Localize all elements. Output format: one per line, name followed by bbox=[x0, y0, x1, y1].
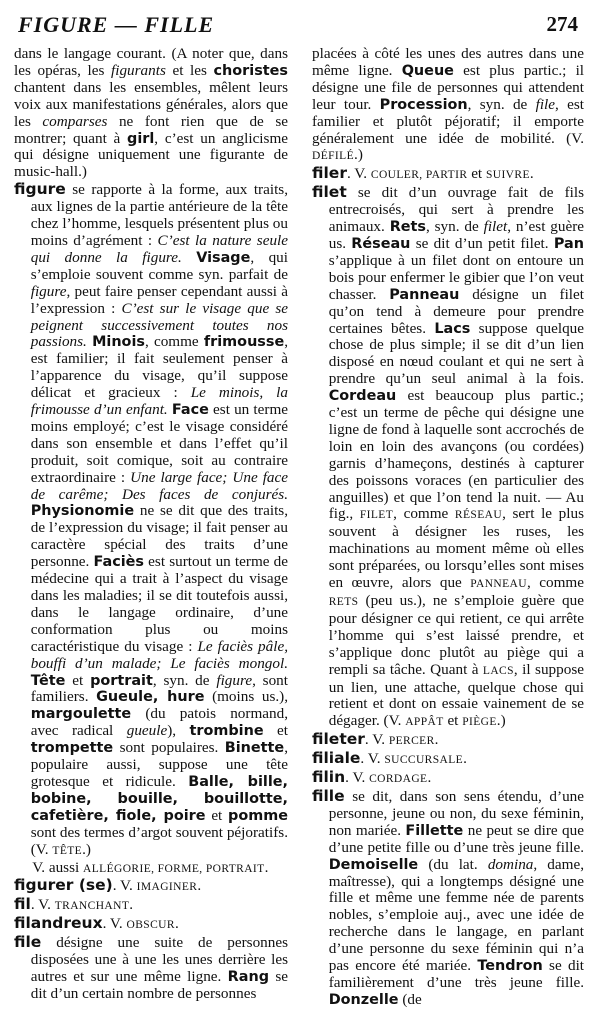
text-run: sont des termes d’argot souvent péjoratifs. (V. bbox=[30, 823, 288, 858]
bold-term: Balle, bille, bobine, bouille, bouillotte, cafetière, fiole, poire bbox=[30, 773, 289, 824]
text-run: placées à côté les unes des autres dans une même ligne. bbox=[312, 45, 584, 79]
text-run: (du lat. bbox=[418, 855, 488, 873]
bold-term: Binette bbox=[224, 740, 285, 757]
bold-term: girl bbox=[127, 130, 155, 147]
text-run: , sert le plus souvent à désigner les ruses, les machinations au moment même où elles sont préparées, ou lorsqu’elles sont mises en œuvre, alors que bbox=[328, 505, 584, 592]
entry-figure-see-also bbox=[14, 860, 288, 878]
bold-term: trompette bbox=[30, 740, 114, 757]
text-run: et les bbox=[165, 61, 214, 79]
italic-text: figurants bbox=[111, 61, 166, 79]
cross-reference: APPÂT bbox=[405, 716, 444, 729]
italic-text: Une large face; Une face de carême; Des faces de conjurés. bbox=[30, 468, 288, 503]
headword: file bbox=[14, 933, 42, 952]
headword: fileter bbox=[312, 730, 365, 749]
right-column bbox=[312, 46, 584, 1009]
italic-text: C’est la nature seule qui donne la figure. bbox=[30, 231, 288, 266]
text-run: ne peut se dire que d’une petite fille ou d’une très jeune fille. bbox=[328, 821, 584, 856]
bold-term: Face bbox=[171, 402, 209, 419]
entry-filiale bbox=[312, 750, 584, 769]
text-run: . V. bbox=[364, 731, 389, 749]
headword: filandreux bbox=[14, 914, 103, 933]
entry-filet bbox=[312, 184, 584, 731]
entry-figure bbox=[14, 181, 288, 859]
bold-term: Demoiselle bbox=[328, 856, 419, 873]
text-run: . V. bbox=[345, 769, 370, 787]
italic-text: Le minois, la frimousse d’un enfant. bbox=[30, 384, 289, 419]
bold-term: Lacs bbox=[434, 320, 471, 337]
bold-term: choristes bbox=[213, 62, 288, 79]
bold-term: Minois bbox=[92, 334, 145, 351]
text-run: . bbox=[264, 858, 269, 876]
bold-term: Fillette bbox=[405, 822, 464, 839]
text-run: .) bbox=[354, 146, 363, 164]
text-run: , syn. de bbox=[425, 218, 484, 236]
bold-term: Cordeau bbox=[328, 388, 397, 405]
entry-fille bbox=[312, 788, 584, 1009]
text-run: (de bbox=[398, 990, 422, 1008]
text-run: , syn. de bbox=[152, 671, 217, 689]
text-run: . bbox=[174, 915, 179, 933]
headword: fil bbox=[14, 895, 31, 914]
text-run: . bbox=[197, 877, 202, 895]
cross-reference: PIÈGE bbox=[462, 716, 497, 729]
text-run: , populaire aussi, suppose une tête grotesque et ridicule. bbox=[30, 739, 288, 790]
bold-term: Rang bbox=[227, 968, 270, 985]
italic-text: filet bbox=[483, 218, 508, 236]
text-run: (peu us.), ne s’emploie guère que pour désigner ce qui retient, ce qui arrête l’homme qui s’est laissé prendre, et s’applique donc plutôt au piège qui a rempli sa tâche. Quant à bbox=[328, 592, 584, 678]
text-run: est beaucoup plus partic.; c’est un terme de pêche qui désigne une ligne de fond à laquelle sont accrochés de loin en loin des avançons (ou cordées) garnis d’hameçons, destinés à capturer des poissons voraces (en particulier des anguilles) et que l’on tend la nuit. — Au fig., bbox=[328, 387, 584, 523]
italic-text: comparses bbox=[42, 112, 108, 130]
italic-text: figure bbox=[30, 282, 67, 300]
italic-text: gueule bbox=[126, 722, 168, 740]
text-run: et bbox=[443, 712, 463, 730]
entry-fil bbox=[14, 896, 288, 915]
text-run: , est familier; il fait seulement penser à l’apparence du visage, qu’il suppose délicat et gracieux : bbox=[30, 333, 288, 402]
entry-fileter bbox=[312, 731, 584, 750]
entry-filandreux bbox=[14, 915, 288, 934]
entry-figurer bbox=[14, 877, 288, 896]
text-run: , c’est un anglicisme qui désigne uniquement une figurante de music-hall.) bbox=[14, 129, 288, 181]
cross-reference: SUIVRE bbox=[485, 169, 530, 182]
text-run: V. aussi bbox=[32, 858, 84, 876]
text-run: est surtout un terme de médecine qui a trait à l’aspect du visage dans les maladies; il se dit toutefois aussi, dans le langage ordinaire, d’une conformation plus ou moins caractéristique du visage : bbox=[30, 553, 289, 655]
cross-reference: IMAGINER bbox=[136, 881, 198, 894]
text-run: , n’est guère us. bbox=[328, 218, 585, 252]
cross-reference: PANNEAU bbox=[470, 578, 527, 591]
headword: filet bbox=[312, 183, 347, 202]
bold-term: Réseau bbox=[351, 235, 411, 252]
cross-reference: SUCCURSALE bbox=[384, 754, 464, 767]
text-run: (moins us.), bbox=[204, 688, 288, 706]
text-run: , il suppose un lien, une attache, quelque chose qui retient et dont on essaie vainement de se dégager. (V. bbox=[328, 660, 584, 730]
headword: filin bbox=[312, 768, 346, 787]
text-run: et bbox=[263, 722, 288, 740]
text-run: chantent dans les ensembles, mêlent leurs voix aux manifestations générales, alors que les bbox=[14, 78, 288, 130]
cross-reference: TRANCHANT bbox=[54, 900, 130, 913]
cross-reference: PERCER bbox=[388, 735, 435, 748]
text-run: , comme bbox=[144, 333, 204, 351]
bold-term: Rets bbox=[389, 219, 426, 236]
entry-filin bbox=[312, 769, 584, 788]
headword: figure bbox=[14, 180, 66, 199]
text-run: dans le langage courant. (A noter que, dans les opéras, les bbox=[14, 45, 288, 79]
bold-term: Physionomie bbox=[30, 503, 135, 520]
bold-term: Pan bbox=[553, 235, 584, 252]
text-run: ne se dit que des traits, de l’expression du visage; il fait penser au caractère spécial des traits d’une personne. bbox=[30, 502, 288, 571]
cross-reference: LACS bbox=[482, 664, 514, 677]
cross-reference: TÊTE bbox=[52, 844, 83, 857]
text-run: se dit, dans son sens étendu, d’une personne, jeune ou non, du sexe féminin, non mariée. bbox=[328, 787, 584, 839]
cross-reference: RÉSEAU bbox=[454, 509, 503, 522]
text-run: , dame, maîtresse), qui a longtemps désigné une fille et même une femme née de parents nobles, s’emploie auj., avec une idée de recherche dans le langage, en parlant d’une personne du sexe féminin qui n’a pas encore été mariée. bbox=[328, 855, 584, 975]
text-run: . V. bbox=[360, 750, 385, 768]
text-run: . V. bbox=[346, 165, 371, 183]
headword: filer bbox=[312, 164, 347, 183]
cross-reference: COULER, PARTIR bbox=[370, 169, 468, 182]
text-run: et bbox=[65, 671, 91, 689]
text-run: , comme bbox=[526, 574, 584, 592]
text-run: , syn. de bbox=[467, 95, 536, 113]
text-run: . bbox=[434, 731, 439, 749]
bold-term: frimousse bbox=[203, 334, 285, 351]
text-run: désigne un filet qu’on tend à demeure pour prendre certaines bêtes. bbox=[328, 285, 584, 337]
bold-term: Visage bbox=[196, 249, 251, 266]
bold-term: Faciès bbox=[93, 554, 145, 571]
header-title: FIGURE — FILLE bbox=[18, 12, 215, 37]
text-run: . bbox=[463, 750, 467, 768]
cross-reference: RETS bbox=[328, 596, 359, 608]
cross-reference: DÉFILÉ bbox=[312, 150, 355, 163]
headword: figurer (se) bbox=[14, 876, 113, 895]
bold-term: Donzelle bbox=[328, 991, 399, 1008]
cross-reference: CORDAGE bbox=[369, 773, 428, 786]
text-run: et bbox=[467, 165, 486, 183]
entry-continuation bbox=[14, 46, 288, 181]
italic-text: figure bbox=[216, 671, 253, 689]
bold-term: pomme bbox=[228, 807, 288, 824]
text-run: , sont familiers. bbox=[30, 671, 288, 706]
left-column bbox=[14, 46, 288, 1003]
text-run bbox=[182, 249, 196, 266]
italic-text: Le faciès pâle, bouffi d’un malade; Le faciès mongol. bbox=[30, 637, 289, 672]
text-run: désigne une suite de personnes disposées une à une les unes derrière les autres et sur une même ligne. bbox=[30, 934, 288, 985]
text-run: se rapporte à la forme, aux traits, aux lignes de la partie antérieure de la tête chez l’homme, lesquels présentent plus ou moins d’agrément : bbox=[30, 181, 288, 249]
bold-term: margoulette bbox=[30, 706, 132, 723]
text-run: ), bbox=[167, 722, 190, 740]
text-run: se dit d’un petit filet. bbox=[410, 234, 554, 252]
bold-term: Tête bbox=[30, 672, 66, 689]
text-run: . bbox=[529, 165, 534, 183]
bold-term: trombine bbox=[189, 723, 264, 740]
text-run: .) bbox=[82, 840, 91, 858]
italic-text: file bbox=[535, 95, 556, 113]
text-run: sont populaires. bbox=[113, 739, 225, 757]
entry-file-continuation bbox=[312, 46, 584, 165]
text-run: , peut faire penser cependant aussi à l’expression : bbox=[30, 282, 288, 317]
text-run: ne font rien que de se montrer; quant à bbox=[14, 112, 288, 147]
text-run: , est familier et plutôt péjoratif; il emporte généralement une idée de mobilité. (V. bbox=[312, 95, 584, 147]
headword: fille bbox=[312, 786, 345, 805]
cross-reference: ALLÉGORIE, FORME, PORTRAIT bbox=[83, 862, 265, 875]
text-run: est plus partic.; il désigne une file de personnes qui attendent leur tour. bbox=[312, 61, 585, 113]
text-run: se dit d’un certain nombre de personnes bbox=[30, 967, 288, 1002]
text-run: . V. bbox=[30, 896, 55, 914]
text-run: . bbox=[427, 769, 432, 787]
italic-text: domina bbox=[487, 855, 534, 873]
text-run: . bbox=[129, 896, 134, 914]
text-run: . V. bbox=[112, 877, 137, 895]
page-number: 274 bbox=[546, 12, 578, 36]
headword: filiale bbox=[312, 749, 361, 768]
bold-term: Panneau bbox=[389, 286, 460, 303]
text-run: , qui s’emploie souvent comme syn. parfait de bbox=[30, 248, 288, 283]
text-run: est un terme moins employé; c’est le visage considéré dans son ensemble et dans l’effet qu’il produit, soit comique, soit au contraire extraordinaire : bbox=[30, 401, 289, 486]
text-run: s’applique à un filet dont on entoure un bois pour enfermer le gibier que l’on veut chasser. bbox=[328, 251, 584, 303]
italic-text: C’est sur le visage que se peignent successivement toutes nos passions. bbox=[30, 299, 289, 351]
text-run: . V. bbox=[102, 915, 127, 933]
cross-reference: OBSCUR bbox=[126, 919, 175, 932]
bold-term: portrait bbox=[90, 672, 153, 689]
text-run: se dit familièrement d’une très jeune fille. bbox=[328, 957, 585, 991]
bold-term: Queue bbox=[401, 62, 454, 79]
entry-filer bbox=[312, 165, 584, 184]
bold-term: Tendron bbox=[477, 958, 543, 975]
running-header bbox=[18, 12, 578, 38]
text-run: (du patois normand, avec radical bbox=[30, 705, 288, 740]
bold-term: Procession bbox=[379, 96, 468, 113]
cross-reference: FILET bbox=[359, 509, 394, 522]
text-run: .) bbox=[496, 712, 506, 730]
text-run: se dit d’un ouvrage fait de fils entrecroisés, qui sert à prendre les animaux. bbox=[328, 184, 584, 236]
text-run: , comme bbox=[393, 505, 455, 523]
text-run: et bbox=[205, 806, 229, 824]
bold-term: Gueule, hure bbox=[96, 689, 205, 706]
entry-file bbox=[14, 934, 288, 1003]
text-run: suppose quelque chose de plus simple; il se dit d’un lien disposé en nœud coulant et qui ne sert à prendre qu’un seul animal à la fois. bbox=[328, 319, 584, 388]
